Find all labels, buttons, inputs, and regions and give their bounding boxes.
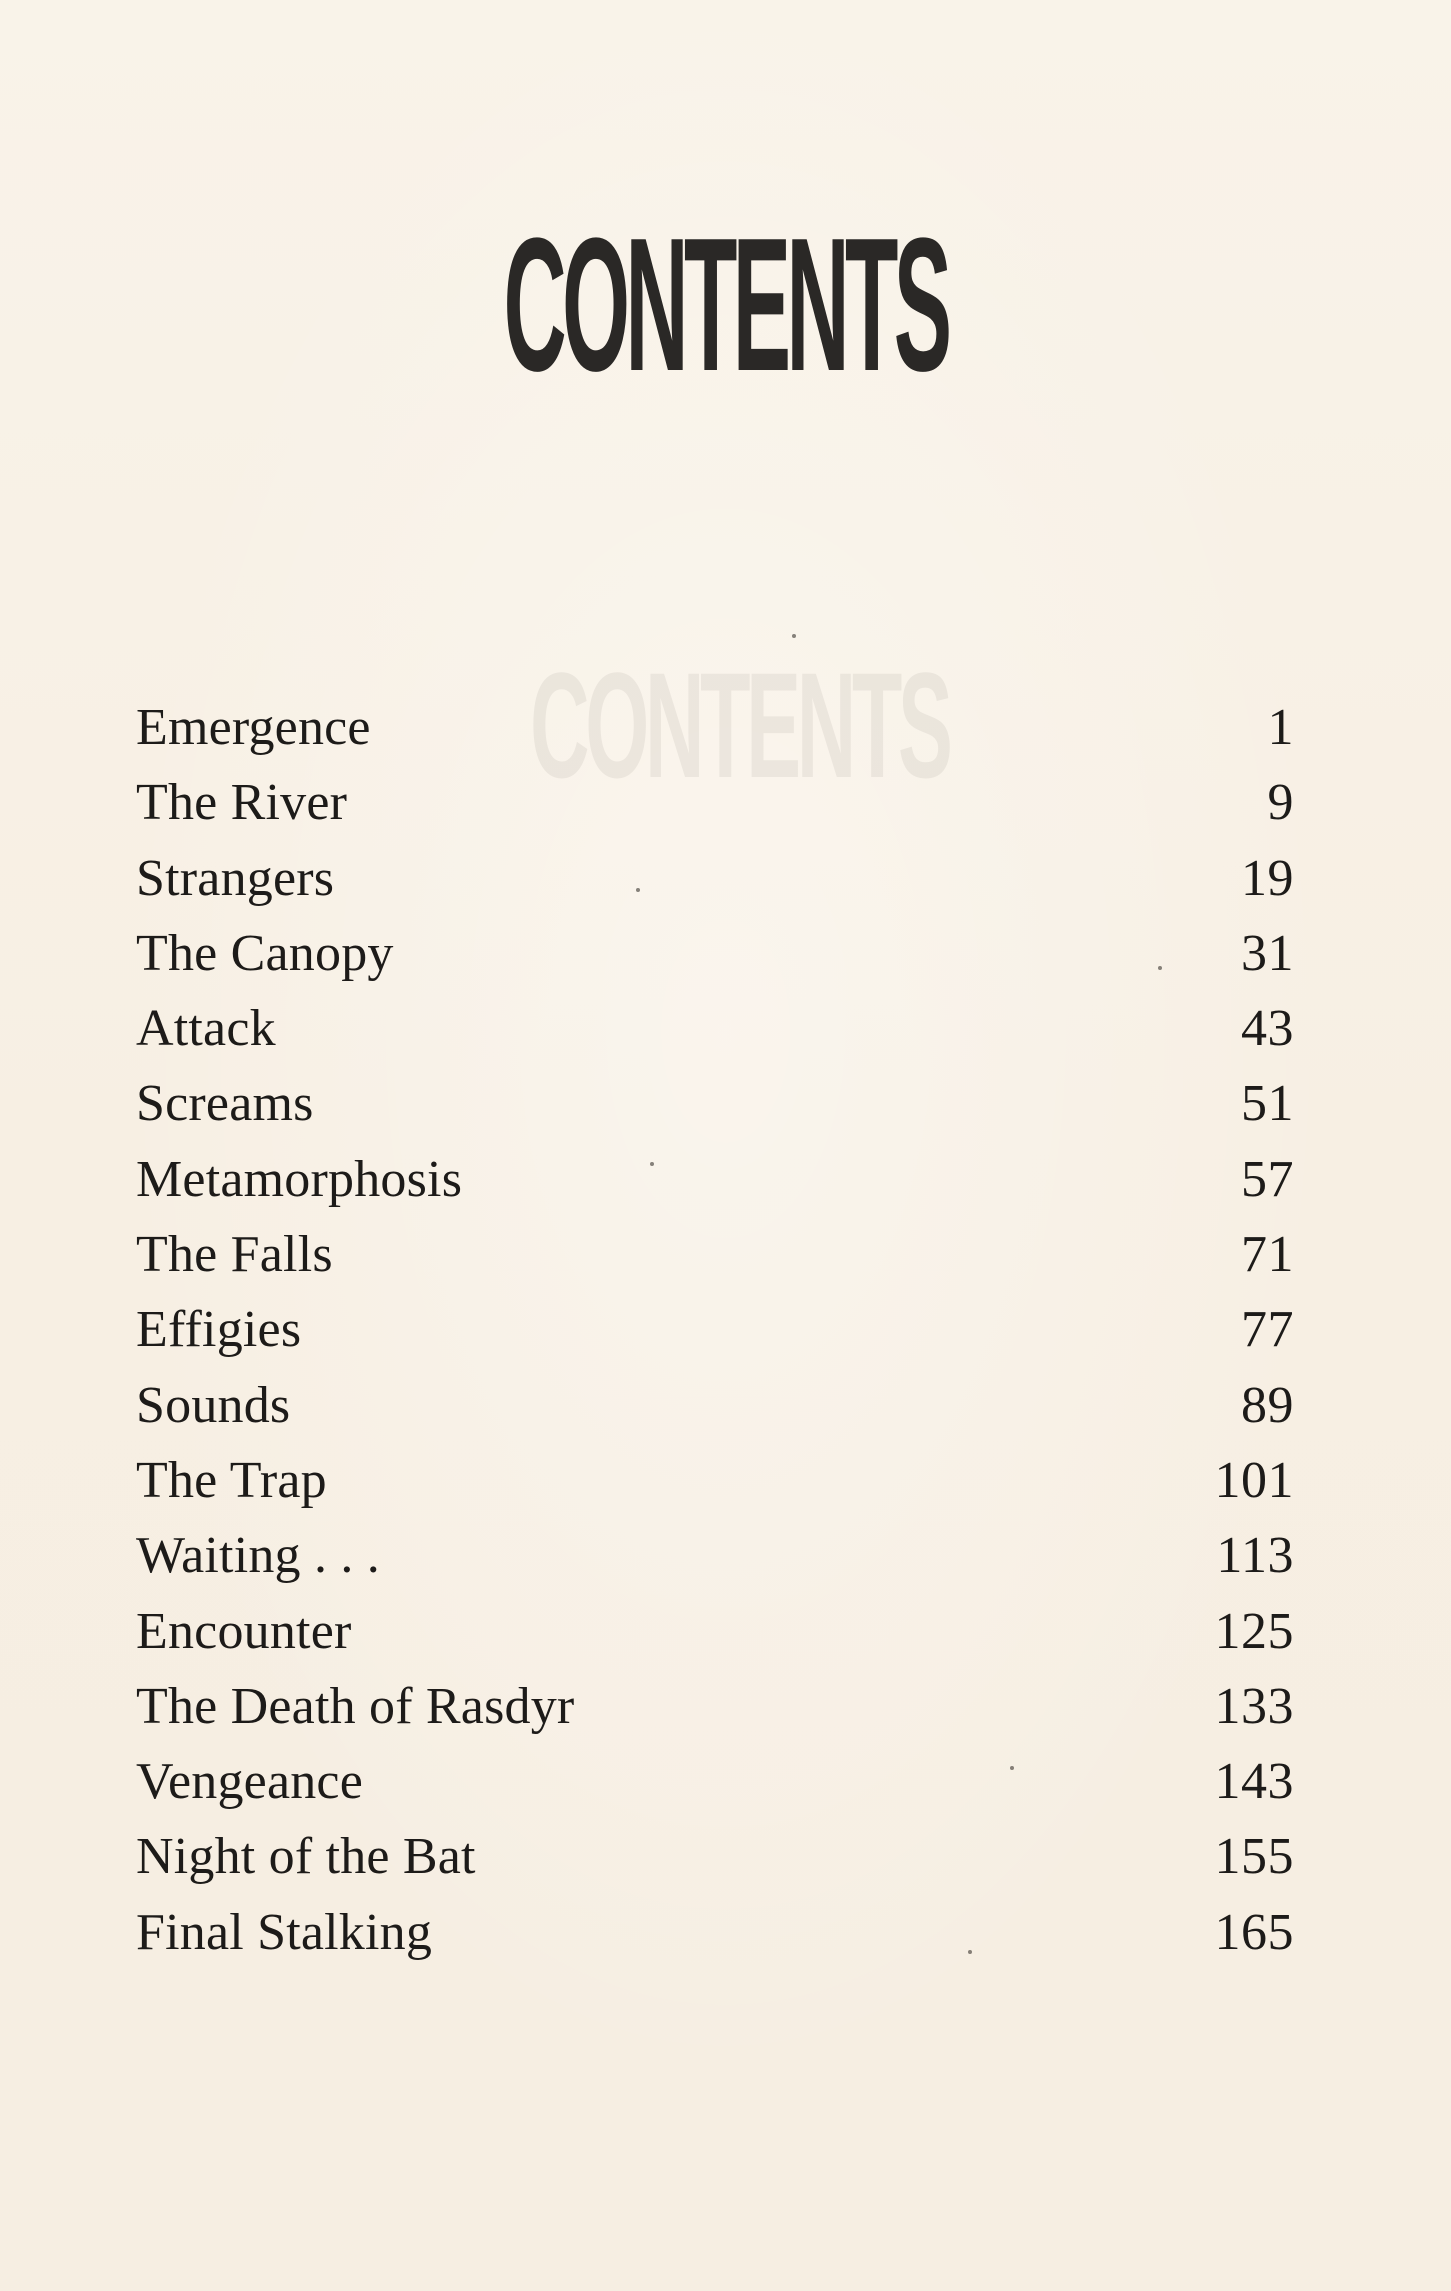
toc-entry-page: 77 [1241,1301,1294,1359]
toc-entry-page: 1 [1267,699,1294,756]
toc-entry [136,1594,1294,1669]
toc-entry-page: 57 [1241,1150,1294,1208]
toc-entry [136,1518,1294,1593]
toc-entry-title: Sounds [136,1376,291,1434]
toc-entry-page: 101 [1214,1451,1294,1509]
toc-entry [136,1895,1294,1970]
toc-entry-page: 113 [1216,1527,1294,1585]
toc-entry-title: Emergence [136,699,371,756]
toc-entry-title: Screams [136,1075,314,1133]
toc-entry-title: Metamorphosis [136,1150,463,1208]
toc-entry [136,1443,1294,1518]
toc-entry-page: 155 [1214,1828,1294,1886]
paper-speck [792,634,796,638]
toc-entry [136,765,1294,840]
toc-entry [136,991,1294,1066]
toc-entry [136,690,1294,765]
page-title: CONTENTS [503,199,948,411]
toc-entry [136,1292,1294,1367]
toc-entry-page: 143 [1214,1753,1294,1811]
toc-entry-title: Effigies [136,1301,302,1359]
toc-entry-title: Encounter [136,1602,352,1660]
toc-entry-title: The Death of Rasdyr [136,1677,575,1735]
toc-entry-title: Waiting . . . [136,1527,380,1585]
paper-speck [1158,966,1162,970]
toc-entry [136,916,1294,991]
toc-entry [136,841,1294,916]
toc-entry [136,1142,1294,1217]
toc-entry-page: 43 [1241,1000,1294,1058]
toc-entry-page: 19 [1241,849,1294,907]
toc-entry-page: 125 [1214,1602,1294,1660]
toc-entry-page: 9 [1267,774,1294,832]
toc-entry-page: 133 [1214,1677,1294,1735]
show-through-heading: CONTENTS [530,641,949,809]
toc-entry [136,1066,1294,1141]
toc-entry-title: Final Stalking [136,1903,433,1961]
toc-entry-page: 71 [1241,1226,1294,1284]
paper-speck [1010,1766,1014,1770]
toc-entry-title: Night of the Bat [136,1828,476,1886]
toc-entry-title: The Canopy [136,924,394,982]
toc-entry [136,1217,1294,1292]
toc-entry-title: Attack [136,1000,276,1058]
paper-speck [636,888,640,892]
toc-entry-page: 51 [1241,1075,1294,1133]
toc-entry [136,1819,1294,1894]
toc-entry-title: The Falls [136,1226,333,1284]
toc-entry-page: 31 [1241,924,1294,982]
toc-entry-title: The River [136,774,348,832]
paper-speck [968,1950,972,1954]
toc-entry-title: Vengeance [136,1753,363,1811]
paper-speck [650,1162,654,1166]
table-of-contents [136,690,1294,1970]
toc-entry-page: 89 [1241,1376,1294,1434]
toc-entry-title: Strangers [136,849,335,907]
toc-entry [136,1744,1294,1819]
toc-entry-page: 165 [1214,1903,1294,1961]
toc-entry [136,1368,1294,1443]
toc-entry [136,1669,1294,1744]
toc-entry-title: The Trap [136,1451,327,1509]
